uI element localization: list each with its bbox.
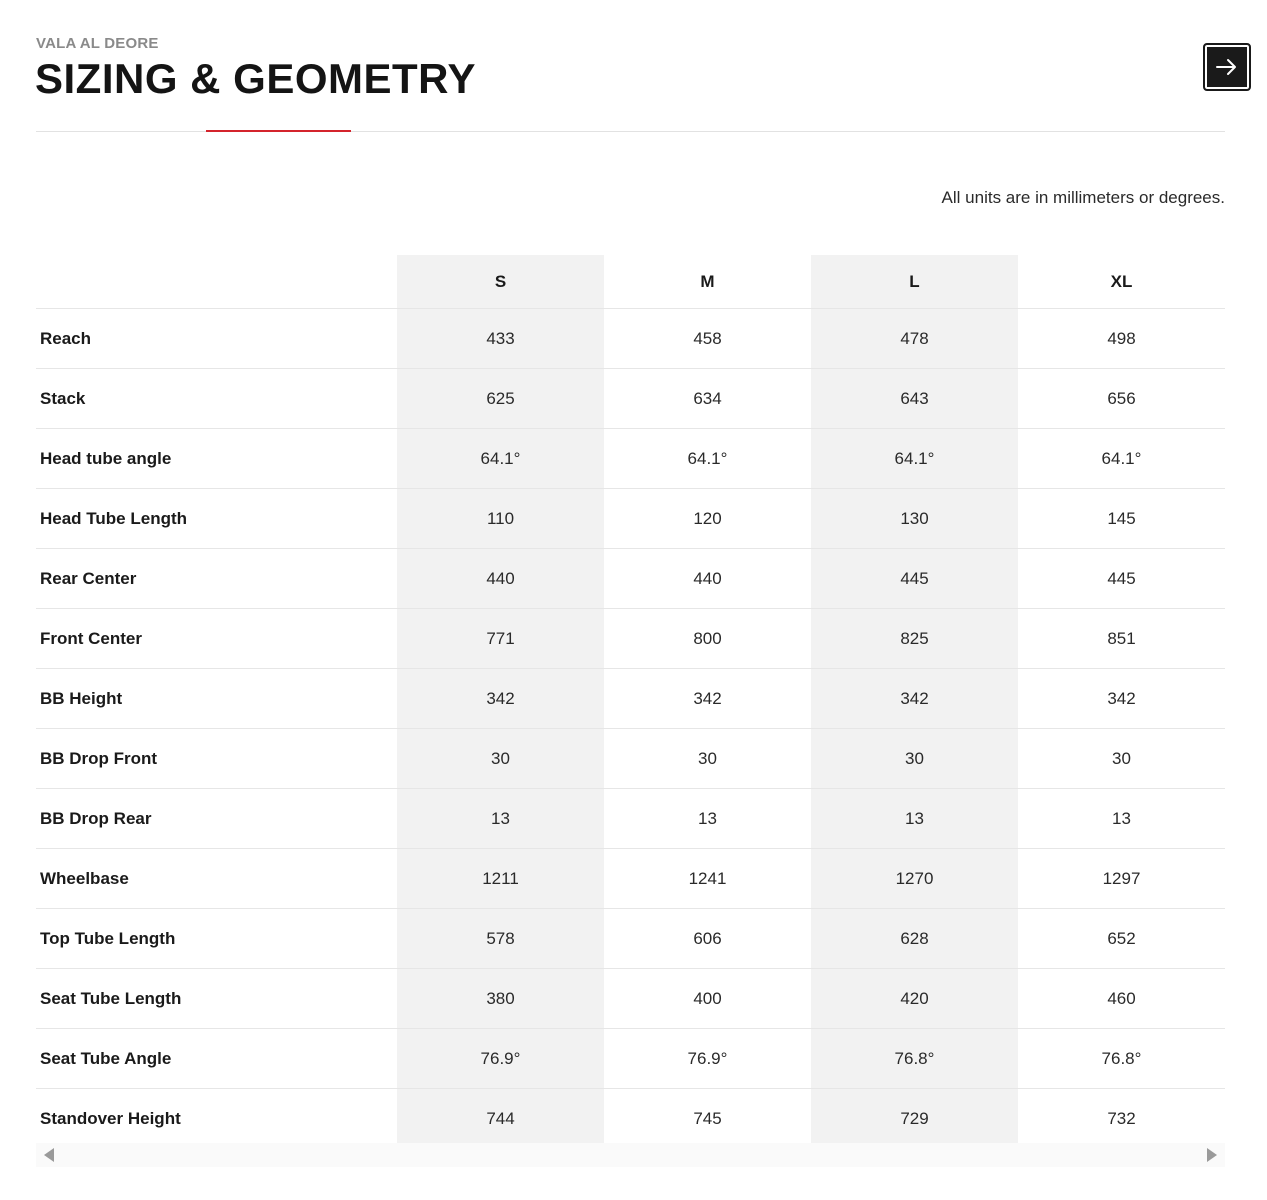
table-cell: 445	[811, 549, 1018, 609]
row-label: Seat Tube Length	[36, 969, 397, 1029]
scroll-left-arrow-icon[interactable]	[44, 1148, 54, 1162]
model-name: VALA AL DEORE	[36, 35, 159, 52]
row-label: Reach	[36, 309, 397, 369]
table-row	[36, 849, 1225, 909]
table-row	[36, 309, 1225, 369]
units-note: All units are in millimeters or degrees.	[941, 188, 1225, 207]
table-cell: 76.8°	[1018, 1029, 1225, 1089]
horizontal-scrollbar[interactable]	[36, 1143, 1225, 1167]
table-cell: 64.1°	[811, 429, 1018, 489]
table-cell: 342	[811, 669, 1018, 729]
table-cell: 628	[811, 909, 1018, 969]
table-cell: 64.1°	[1018, 429, 1225, 489]
active-tab-indicator	[206, 130, 351, 132]
size-header-m: M	[604, 255, 811, 309]
table-cell: 643	[811, 369, 1018, 429]
table-cell: 64.1°	[397, 429, 604, 489]
table-cell: 634	[604, 369, 811, 429]
table-cell: 420	[811, 969, 1018, 1029]
row-label: Front Center	[36, 609, 397, 669]
table-cell: 440	[604, 549, 811, 609]
table-cell: 1211	[397, 849, 604, 909]
table-cell: 342	[604, 669, 811, 729]
table-row	[36, 369, 1225, 429]
table-cell: 30	[604, 729, 811, 789]
table-cell: 800	[604, 609, 811, 669]
table-cell: 458	[604, 309, 811, 369]
table-cell: 732	[1018, 1089, 1225, 1149]
table-row	[36, 969, 1225, 1029]
table-cell: 433	[397, 309, 604, 369]
table-cell: 30	[1018, 729, 1225, 789]
size-header-l: L	[811, 255, 1018, 309]
row-label: BB Drop Rear	[36, 789, 397, 849]
table-cell: 1297	[1018, 849, 1225, 909]
table-cell: 745	[604, 1089, 811, 1149]
table-cell: 825	[811, 609, 1018, 669]
row-label: Head tube angle	[36, 429, 397, 489]
row-label: Rear Center	[36, 549, 397, 609]
row-label: Seat Tube Angle	[36, 1029, 397, 1089]
table-cell: 729	[811, 1089, 1018, 1149]
table-cell: 130	[811, 489, 1018, 549]
size-header-row	[36, 255, 1225, 309]
geometry-table-container	[36, 255, 1225, 1149]
table-cell: 120	[604, 489, 811, 549]
table-row	[36, 429, 1225, 489]
row-label: Head Tube Length	[36, 489, 397, 549]
table-cell: 445	[1018, 549, 1225, 609]
table-cell: 478	[811, 309, 1018, 369]
page-title: SIZING & GEOMETRY	[35, 55, 476, 102]
geometry-table	[36, 255, 1225, 1149]
table-cell: 30	[811, 729, 1018, 789]
table-cell: 578	[397, 909, 604, 969]
table-cell: 400	[604, 969, 811, 1029]
next-section-button[interactable]	[1203, 43, 1251, 91]
row-label: BB Drop Front	[36, 729, 397, 789]
table-cell: 13	[811, 789, 1018, 849]
table-cell: 76.9°	[604, 1029, 811, 1089]
table-cell: 771	[397, 609, 604, 669]
table-cell: 380	[397, 969, 604, 1029]
header-spacer	[36, 255, 397, 309]
table-cell: 1241	[604, 849, 811, 909]
table-cell: 498	[1018, 309, 1225, 369]
table-cell: 440	[397, 549, 604, 609]
table-cell: 342	[1018, 669, 1225, 729]
size-header-xl: XL	[1018, 255, 1225, 309]
table-cell: 76.9°	[397, 1029, 604, 1089]
table-cell: 64.1°	[604, 429, 811, 489]
table-row	[36, 1089, 1225, 1149]
table-cell: 851	[1018, 609, 1225, 669]
table-cell: 110	[397, 489, 604, 549]
table-cell: 13	[1018, 789, 1225, 849]
table-row	[36, 909, 1225, 969]
table-cell: 76.8°	[811, 1029, 1018, 1089]
arrow-right-icon	[1216, 58, 1238, 76]
table-cell: 13	[604, 789, 811, 849]
table-row	[36, 489, 1225, 549]
table-row	[36, 789, 1225, 849]
table-cell: 652	[1018, 909, 1225, 969]
table-cell: 145	[1018, 489, 1225, 549]
table-cell: 625	[397, 369, 604, 429]
table-row	[36, 729, 1225, 789]
table-row	[36, 1029, 1225, 1089]
table-cell: 30	[397, 729, 604, 789]
scroll-right-arrow-icon[interactable]	[1207, 1148, 1217, 1162]
table-cell: 744	[397, 1089, 604, 1149]
table-cell: 460	[1018, 969, 1225, 1029]
row-label: Standover Height	[36, 1089, 397, 1149]
geometry-table-body	[36, 309, 1225, 1149]
size-header-s: S	[397, 255, 604, 309]
table-cell: 1270	[811, 849, 1018, 909]
table-cell: 656	[1018, 369, 1225, 429]
table-cell: 606	[604, 909, 811, 969]
table-cell: 342	[397, 669, 604, 729]
table-cell: 13	[397, 789, 604, 849]
row-label: Wheelbase	[36, 849, 397, 909]
row-label: Top Tube Length	[36, 909, 397, 969]
table-row	[36, 609, 1225, 669]
table-row	[36, 669, 1225, 729]
row-label: BB Height	[36, 669, 397, 729]
table-row	[36, 549, 1225, 609]
row-label: Stack	[36, 369, 397, 429]
